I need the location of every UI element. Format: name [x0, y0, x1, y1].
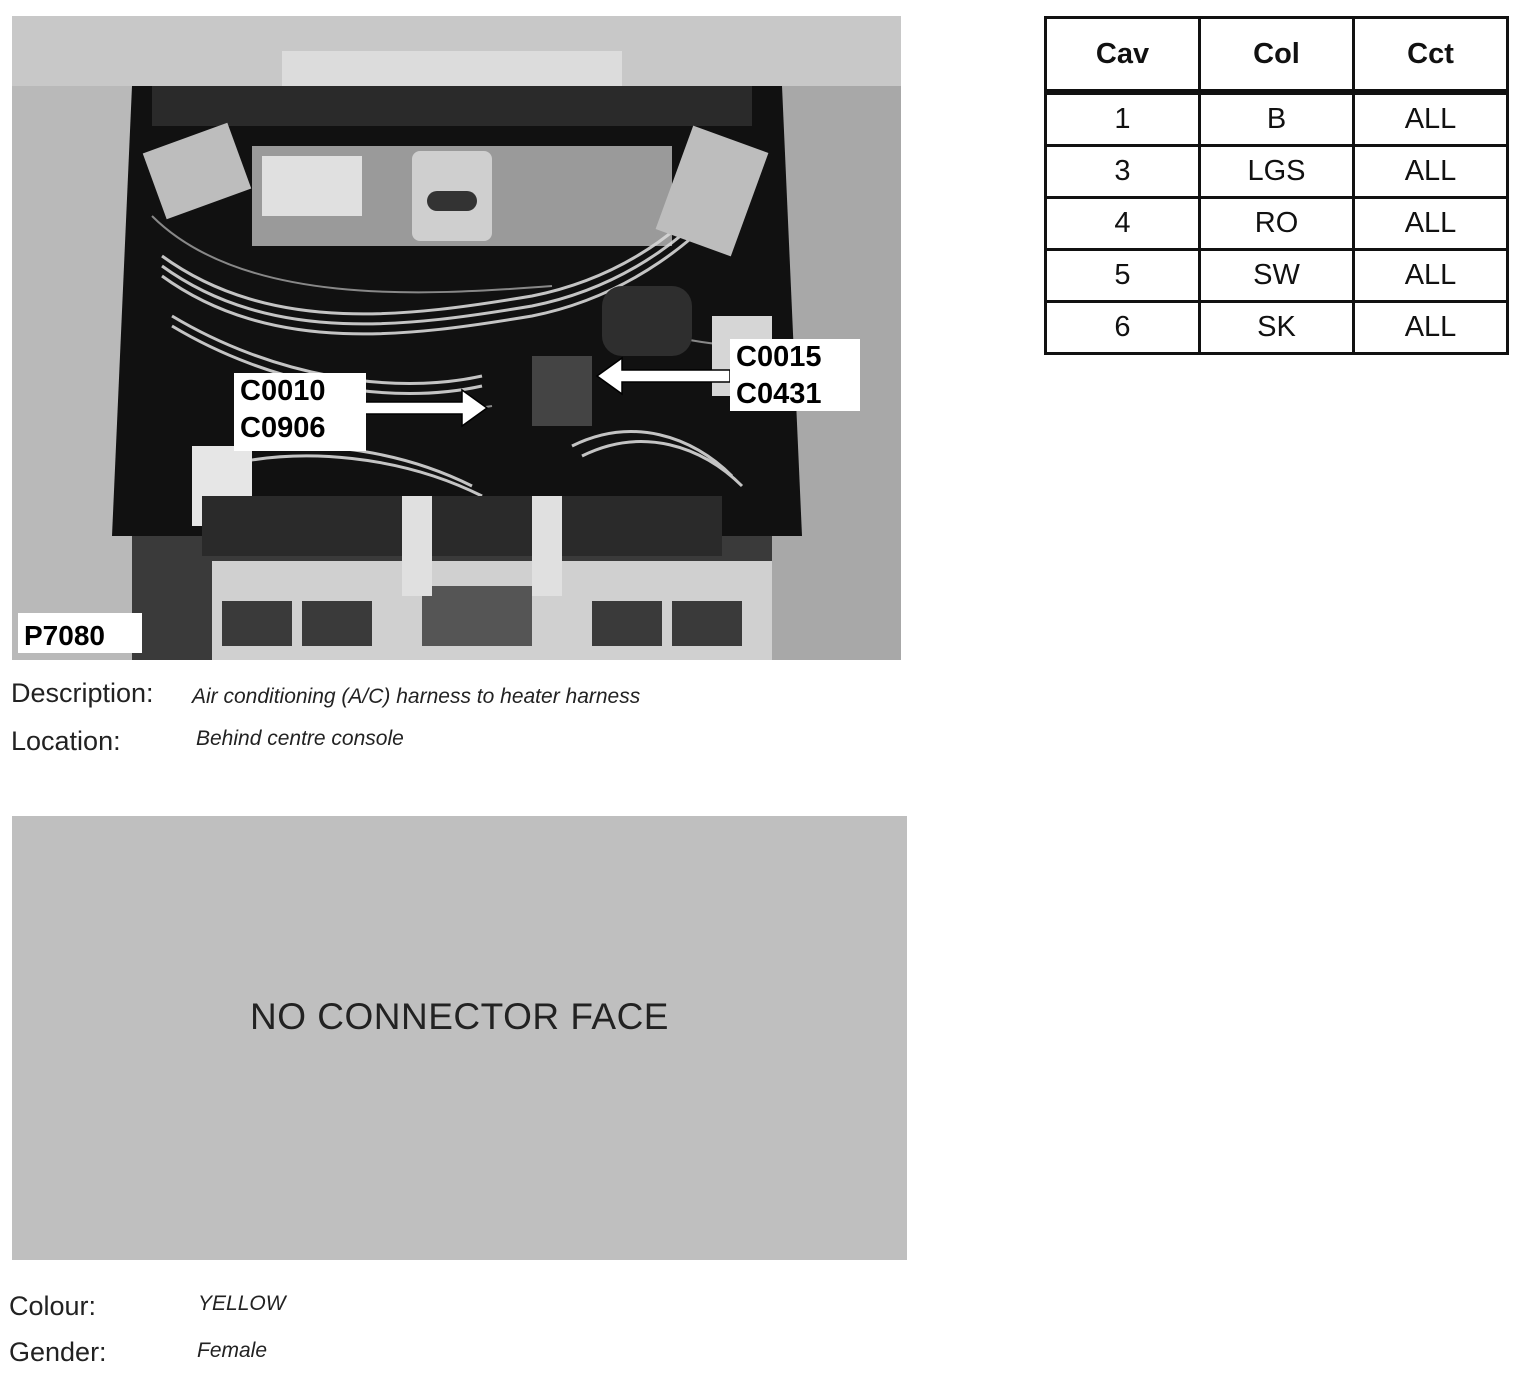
cell-cct: ALL — [1354, 146, 1508, 198]
table-row — [1046, 92, 1508, 146]
cell-cct: ALL — [1354, 92, 1508, 146]
callout-left-connectors — [234, 373, 366, 451]
colour-label: Colour: — [9, 1291, 97, 1321]
cell-cct: ALL — [1354, 302, 1508, 354]
gender-value: Female — [197, 1339, 268, 1362]
callout-right-line-1: C0015 — [736, 341, 822, 373]
colour-value: YELLOW — [198, 1292, 286, 1315]
cell-cav: 1 — [1046, 92, 1200, 146]
table-row — [1046, 302, 1508, 354]
cell-col: B — [1200, 92, 1354, 146]
table-row — [1046, 146, 1508, 198]
connector-face-text: NO CONNECTOR FACE — [250, 996, 669, 1037]
pin-table-header-row — [1046, 18, 1508, 93]
location-value: Behind centre console — [196, 727, 404, 750]
description-label: Description: — [11, 678, 154, 708]
connector-face-panel — [12, 816, 907, 1260]
header-cav: Cav — [1046, 18, 1200, 93]
callout-right-line-2: C0431 — [736, 378, 822, 410]
header-col: Col — [1200, 18, 1354, 93]
description-value: Air conditioning (A/C) harness to heater harness — [192, 685, 641, 708]
table-row — [1046, 250, 1508, 302]
cell-cav: 5 — [1046, 250, 1200, 302]
harness-location-photo — [12, 16, 901, 660]
callout-right-connectors — [730, 339, 860, 411]
header-cct: Cct — [1354, 18, 1508, 93]
harness-photo-illustration — [12, 16, 901, 660]
cell-cav: 4 — [1046, 198, 1200, 250]
callout-left-line-1: C0010 — [240, 375, 326, 407]
cell-col: RO — [1200, 198, 1354, 250]
pin-table — [1044, 16, 1509, 355]
gender-label: Gender: — [9, 1337, 107, 1367]
photo-id-label: P7080 — [18, 613, 142, 653]
cell-cct: ALL — [1354, 198, 1508, 250]
table-row — [1046, 198, 1508, 250]
callout-left-line-2: C0906 — [240, 412, 326, 444]
cell-cav: 3 — [1046, 146, 1200, 198]
location-label: Location: — [11, 726, 121, 756]
cell-cct: ALL — [1354, 250, 1508, 302]
cell-col: SW — [1200, 250, 1354, 302]
cell-col: LGS — [1200, 146, 1354, 198]
cell-cav: 6 — [1046, 302, 1200, 354]
cell-col: SK — [1200, 302, 1354, 354]
